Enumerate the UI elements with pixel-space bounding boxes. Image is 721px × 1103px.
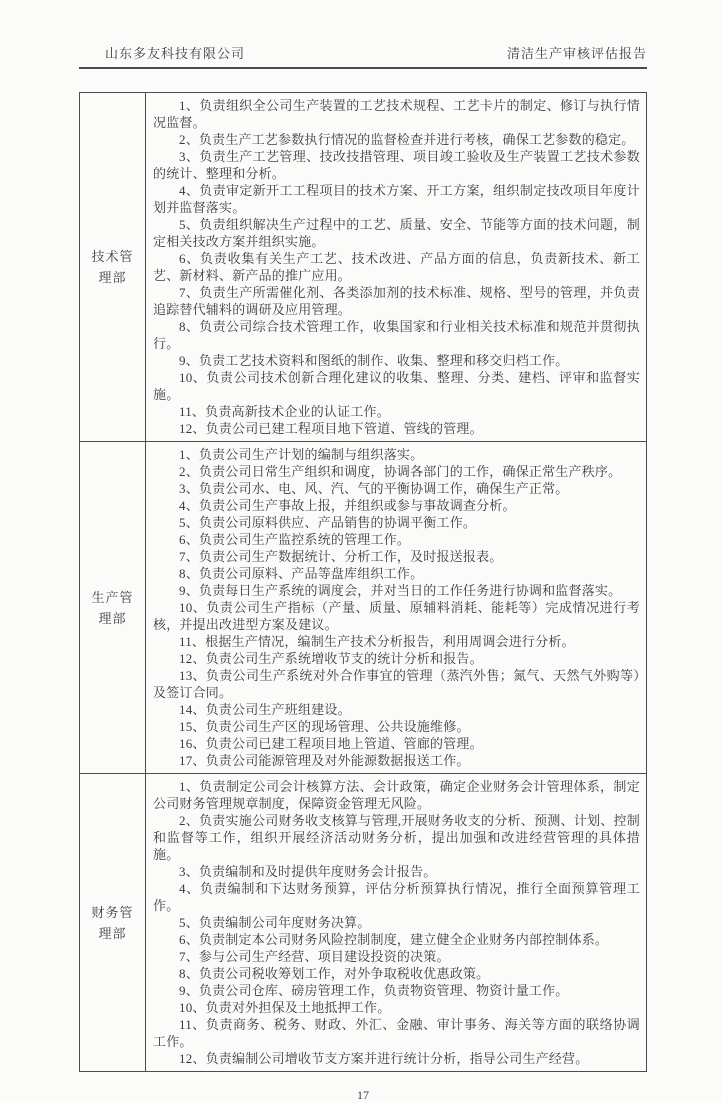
table-row-finance [80,774,647,1072]
department-duty-table [79,92,647,1072]
duty-item: 11、负责高新技术企业的认证工作。 [179,404,390,419]
duty-item: 17、负责公司能源管理及对外能源数据报送工作。 [179,753,470,768]
duty-item: 9、负责每日生产系统的调度会，并对当日的工作任务进行协调和监督落实。 [179,583,622,598]
duty-item: 3、负责生产工艺管理、技改技措管理、项目竣工验收及生产装置工艺技术参数的统计、整理和分析。 [153,149,640,181]
duty-list [146,442,647,774]
duty-item: 8、负责公司原料、产品等盘库组织工作。 [179,566,424,581]
table-row-production [80,442,647,774]
duty-item: 11、负责商务、税务、财政、外汇、金融、审计事务、海关等方面的联络协调工作。 [153,1017,640,1049]
duty-list [146,774,647,1072]
department-name: 技术管理部 [80,93,146,442]
table-row-technical [80,93,647,442]
duty-item: 1、负责组织全公司生产装置的工艺技术规程、工艺卡片的制定、修订与执行情况监督。 [153,98,640,130]
duty-item: 3、负责公司水、电、风、汽、气的平衡协调工作，确保生产正常。 [179,481,569,496]
duty-item: 8、负责公司综合技术管理工作，收集国家和行业相关技术标准和规范并贯彻执行。 [153,319,640,351]
duty-list [146,93,647,442]
page-number: 17 [357,1088,369,1102]
duty-item: 7、负责公司生产数据统计、分析工作，及时报送报表。 [179,549,503,564]
duty-item: 4、负责公司生产事故上报，并组织或参与事故调查分析。 [179,498,516,513]
duty-item: 2、负责公司日常生产组织和调度，协调各部门的工作，确保正常生产秩序。 [179,464,622,479]
duty-item: 8、负责公司税收筹划工作，对外争取税收优惠政策。 [179,966,490,981]
header-report-title: 清洁生产审核评估报告 [506,46,647,61]
duty-item: 10、负责公司技术创新合理化建议的收集、整理、分类、建档、评审和监督实施。 [153,370,640,402]
page-header [79,43,647,69]
duty-item: 10、负责公司生产指标（产量、质量、原辅料消耗、能耗等）完成情况进行考核，并提出改进型方案及建议。 [153,600,640,632]
page-footer [79,1088,647,1103]
duty-item: 5、负责组织解决生产过程中的工艺、质量、安全、节能等方面的技术问题，制定相关技改方案并组织实施。 [153,217,640,249]
department-name: 财务管理部 [80,774,146,1072]
duty-item: 9、负责公司仓库、磅房管理工作，负责物资管理、物资计量工作。 [179,983,569,998]
duty-item: 3、负责编制和及时提供年度财务会计报告。 [179,864,437,879]
duty-item: 11、根据生产情况，编制生产技术分析报告，利用周调会进行分析。 [179,634,575,649]
duty-item: 16、负责公司已建工程项目地上管道、管廊的管理。 [179,736,483,751]
duty-item: 4、负责编制和下达财务预算，评估分析预算执行情况，推行全面预算管理工作。 [153,881,640,913]
duty-item: 14、负责公司生产班组建设。 [179,702,351,717]
duty-item: 12、负责编制公司增收节支方案并进行统计分析，指导公司生产经营。 [179,1051,589,1066]
duty-item: 12、负责公司已建工程项目地下管道、管线的管理。 [179,421,483,436]
duty-item: 2、负责生产工艺参数执行情况的监督检查并进行考核，确保工艺参数的稳定。 [179,132,635,147]
duty-item: 13、负责公司生产系统对外合作事宜的管理（蒸汽外售；氮气、天然气外购等）及签订合同。 [153,668,640,700]
duty-item: 7、参与公司生产经营、项目建设投资的决策。 [179,949,450,964]
duty-item: 2、负责实施公司财务收支核算与管理,开展财务收支的分析、预测、计划、控制和监督等工作，组织开展经济活动财务分析，提出加强和改进经营管理的具体措施。 [153,813,640,862]
duty-item: 6、负责制定本公司财务风险控制制度，建立健全企业财务内部控制体系。 [179,932,609,947]
duty-item: 10、负责对外担保及土地抵押工作。 [179,1000,391,1015]
duty-item: 5、负责公司原料供应、产品销售的协调平衡工作。 [179,515,477,530]
duty-item: 4、负责审定新开工工程项目的技术方案、开工方案，组织制定技改项目年度计划并监督落实。 [153,183,640,215]
department-name: 生产管理部 [80,442,146,774]
duty-item: 15、负责公司生产区的现场管理、公共设施维修。 [179,719,470,734]
duty-item: 7、负责生产所需催化剂、各类添加剂的技术标准、规格、型号的管理，并负责追踪替代辅料的调研及应用管理。 [153,285,640,317]
header-company-name: 山东多友科技有限公司 [105,46,246,61]
duty-item: 6、负责公司生产监控系统的管理工作。 [179,532,411,547]
duty-item: 12、负责公司生产系统增收节支的统计分析和报告。 [179,651,483,666]
duty-item: 1、负责公司生产计划的编制与组织落实。 [179,447,424,462]
duty-item: 1、负责制定公司会计核算方法、会计政策，确定企业财务会计管理体系，制定公司财务管理规章制度，保障资金管理无风险。 [153,779,640,811]
duty-item: 9、负责工艺技术资料和图纸的制作、收集、整理和移交归档工作。 [179,353,569,368]
page-content [79,0,647,1103]
duty-item: 6、负责收集有关生产工艺、技术改进、产品方面的信息，负责新技术、新工艺、新材料、新产品的推广应用。 [153,251,640,283]
duty-item: 5、负责编制公司年度财务决算。 [179,915,371,930]
